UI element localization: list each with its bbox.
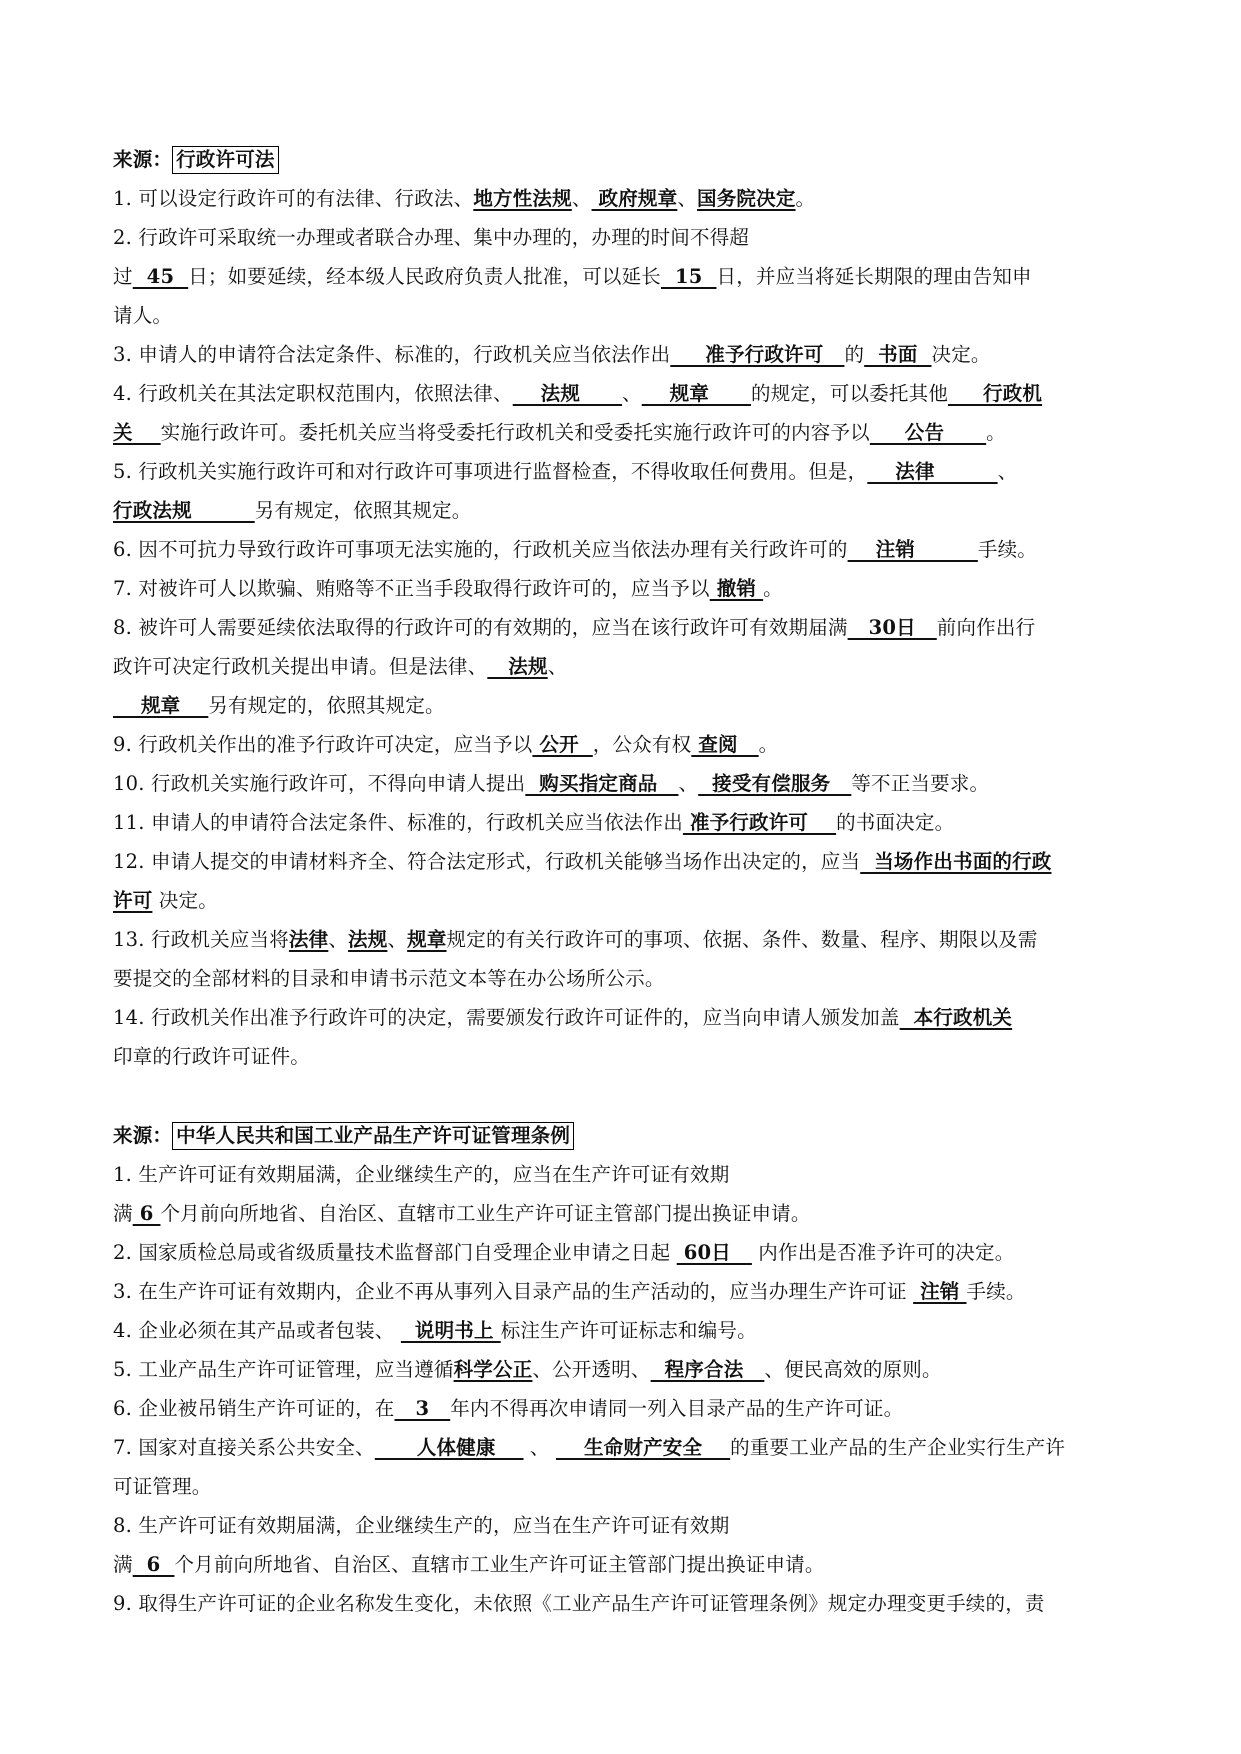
text-run: 14. 行政机关作出准予行政许可的决定，需要颁发行政许可证件的，应当向申请人颁发加盖 [113,1006,900,1029]
text-line [113,257,1143,296]
source-title-box: 行政许可法 [172,146,279,174]
answer-blank: 国务院决定 [697,187,796,210]
answer-blank: 准予行政许可 [670,343,845,366]
answer-blank: 书面 [864,343,932,366]
text-run: 7. 对被许可人以欺骗、贿赂等不正当手段取得行政许可的，应当予以 [113,577,710,600]
answer-blank: 规章 [113,694,209,717]
section1-body [113,179,1143,1076]
text-line [113,1389,1143,1428]
text-line [113,686,1143,725]
text-run: 、 [997,460,1018,483]
text-run: 满 [113,1202,133,1225]
text-run: 另有规定的，依照其规定。 [208,694,445,717]
text-line [113,803,1143,842]
section2-body [113,1155,1143,1623]
text-run: 规定的有关行政许可的事项、依据、条件、数量、程序、期限以及需 [446,928,1038,951]
text-run: 7. 国家对直接关系公共安全、 [113,1436,375,1459]
answer-blank: 15 [661,265,717,288]
text-line [113,1428,1143,1467]
text-run: 满 [113,1553,133,1576]
answer-blank: 许可 [113,889,153,912]
text-line [113,608,1143,647]
text-run: 11. 申请人的申请符合法定条件、标准的，行政机关应当依法作出 [113,811,683,834]
text-run: ，公众有权 [592,733,692,756]
text-line [113,491,1143,530]
text-run: 2. 国家质检总局或省级质量技术监督部门自受理企业申请之日起 [113,1241,677,1264]
text-line [113,1506,1143,1545]
answer-blank: 注销 [913,1280,967,1303]
text-run: 12. 申请人提交的申请材料齐全、符合法定形式，行政机关能够当场作出决定的，应当 [113,850,861,873]
text-run: 实施行政许可。委托机关应当将受委托行政机关和受委托实施行政许可的内容予以 [160,421,870,444]
text-run: 日；如要延续，经本级人民政府负责人批准，可以延长 [188,265,662,288]
text-run: 、 [328,928,349,951]
answer-blank: 本行政机关 [899,1006,1013,1029]
text-run: 、 [678,772,699,795]
text-run: 的规定，可以委托其他 [751,382,949,405]
text-run: 、 [523,1436,557,1459]
answer-blank: 3 [394,1397,451,1420]
text-line [113,530,1143,569]
answer-blank: 行政机 [948,382,1043,405]
text-line [113,842,1143,881]
text-run: 1. 可以设定行政许可的有法律、行政法、 [113,187,474,210]
text-line [113,1272,1143,1311]
text-line [113,1194,1143,1233]
text-line [113,1155,1143,1194]
answer-blank: 法规 [487,655,548,678]
answer-blank: 30日 [847,616,937,639]
answer-blank: 行政法规 [113,499,255,522]
answer-blank: 接受有偿服务 [698,772,852,795]
text-line [113,764,1143,803]
text-run: 2. 行政许可采取统一办理或者联合办理、集中办理的，办理的时间不得超 [113,226,750,249]
text-run: 9. 行政机关作出的准予行政许可决定，应当予以 [113,733,533,756]
text-run: 1. 生产许可证有效期届满，企业继续生产的，应当在生产许可证有效期 [113,1163,730,1186]
answer-blank: 政府规章 [591,187,678,210]
text-run: 。 [986,421,1006,444]
answer-blank: 注销 [847,538,978,561]
text-line [113,920,1143,959]
text-run: 个月前向所地省、自治区、直辖市工业生产许可证主管部门提出换证申请。 [174,1553,825,1576]
text-run: 3. 在生产许可证有效期内，企业不再从事列入目录产品的生产活动的，应当办理生产许可证 [113,1280,914,1303]
text-run: 。 [795,187,816,210]
answer-blank: 法律 [288,928,329,951]
answer-blank: 当场作出书面的行政 [860,850,1052,873]
text-line [113,569,1143,608]
text-run: 手续。 [966,1280,1026,1303]
text-line [113,1584,1143,1623]
text-line [113,374,1143,413]
text-run: 13. 行政机关应当将 [113,928,289,951]
text-run: 政许可决定行政机关提出申请。但是法律、 [113,655,488,678]
text-run: 的重要工业产品的生产企业实行生产许 [730,1436,1066,1459]
text-run: 内作出是否准予许可的决定。 [751,1241,1015,1264]
answer-blank: 公开 [532,733,593,756]
text-line [113,218,1143,257]
text-run: 个月前向所地省、自治区、直辖市工业生产许可证主管部门提出换证申请。 [160,1202,811,1225]
text-run: 。 [763,577,783,600]
text-run: 8. 生产许可证有效期届满，企业继续生产的，应当在生产许可证有效期 [113,1514,730,1537]
text-run: 前向作出行 [936,616,1036,639]
answer-blank: 公告 [869,421,987,444]
answer-blank: 关 [113,421,161,444]
answer-blank: 程序合法 [650,1358,765,1381]
text-line [113,413,1143,452]
text-run: 可证管理。 [113,1475,212,1498]
text-run: 4. 企业必须在其产品或者包装、 [113,1319,401,1342]
text-run: 、便民高效的原则。 [764,1358,942,1381]
text-line [113,179,1143,218]
text-line [113,452,1143,491]
text-run: 、公开透明、 [532,1358,651,1381]
text-run: 5. 工业产品生产许可证管理，应当遵循 [113,1358,454,1381]
text-run: 、 [547,655,568,678]
document-page [113,140,1143,1623]
text-run: 、 [571,187,592,210]
answer-blank: 说明书上 [400,1319,501,1342]
text-line [113,998,1143,1037]
answer-blank: 法规 [348,928,388,951]
text-run: 8. 被许可人需要延续依法取得的行政许可的有效期的，应当在该行政许可有效期届满 [113,616,848,639]
text-run: 另有规定，依照其规定。 [254,499,472,522]
answer-blank: 准予行政许可 [682,811,837,834]
answer-blank: 6 [132,1202,161,1225]
answer-blank: 45 [132,265,189,288]
text-run: 决定。 [931,343,991,366]
source-title-box: 中华人民共和国工业产品生产许可证管理条例 [172,1122,574,1150]
text-line [113,335,1143,374]
answer-blank: 地方性法规 [473,187,572,210]
answer-blank: 人体健康 [374,1436,524,1459]
text-run: 6. 因不可抗力导致行政许可事项无法实施的，行政机关应当依法办理有关行政许可的 [113,538,848,561]
source-label: 来源： [113,148,173,171]
text-run: 、 [622,382,642,405]
text-line [113,1037,1143,1076]
text-run: 4. 行政机关在其法定职权范围内，依照法律、 [113,382,513,405]
answer-blank: 规章 [407,928,447,951]
text-run: 过 [113,265,133,288]
text-line [113,725,1143,764]
answer-blank: 60日 [676,1241,752,1264]
answer-blank: 购买指定商品 [525,772,679,795]
text-run: 5. 行政机关实施行政许可和对行政许可事项进行监督检查，不得收取任何费用。但是， [113,460,868,483]
text-run: 、 [387,928,408,951]
answer-blank: 6 [132,1553,175,1576]
source-label: 来源： [113,1124,173,1147]
text-run: 的书面决定。 [836,811,955,834]
text-run: 年内不得再次申请同一列入目录产品的生产许可证。 [450,1397,904,1420]
answer-blank: 撤销 [709,577,764,600]
text-run: 9. 取得生产许可证的企业名称发生变化，未依照《工业产品生产许可证管理条例》规定办理变更手续的，责 [113,1592,1045,1615]
text-line [113,959,1143,998]
text-line [113,881,1143,920]
text-run: 印章的行政许可证件。 [113,1045,311,1068]
text-line [113,1467,1143,1506]
text-run: 、 [677,187,698,210]
text-line [113,1350,1143,1389]
section2-heading [113,1116,1143,1155]
answer-blank: 法律 [867,460,998,483]
text-run: 3. 申请人的申请符合法定条件、标准的，行政机关应当依法作出 [113,343,671,366]
text-line [113,296,1143,335]
text-run: 10. 行政机关实施行政许可，不得向申请人提出 [113,772,526,795]
text-run: 标注生产许可证标志和编号。 [500,1319,757,1342]
text-run: 。 [758,733,779,756]
text-run: 手续。 [977,538,1037,561]
text-line [113,1311,1143,1350]
answer-blank: 生命财产安全 [556,1436,731,1459]
text-run: 日，并应当将延长期限的理由告知申 [716,265,1032,288]
answer-blank: 法规 [512,382,623,405]
answer-blank: 科学公正 [453,1358,533,1381]
text-run: 要提交的全部材料的目录和申请书示范文本等在办公场所公示。 [113,967,665,990]
text-line [113,1233,1143,1272]
text-line [113,647,1143,686]
text-line [113,1545,1143,1584]
answer-blank: 查阅 [691,733,759,756]
text-run: 决定。 [152,889,218,912]
text-run: 6. 企业被吊销生产许可证的，在 [113,1397,395,1420]
section1-heading [113,140,1143,179]
text-run: 等不正当要求。 [851,772,990,795]
answer-blank: 规章 [641,382,752,405]
text-run: 的 [844,343,865,366]
text-run: 请人。 [113,304,173,327]
